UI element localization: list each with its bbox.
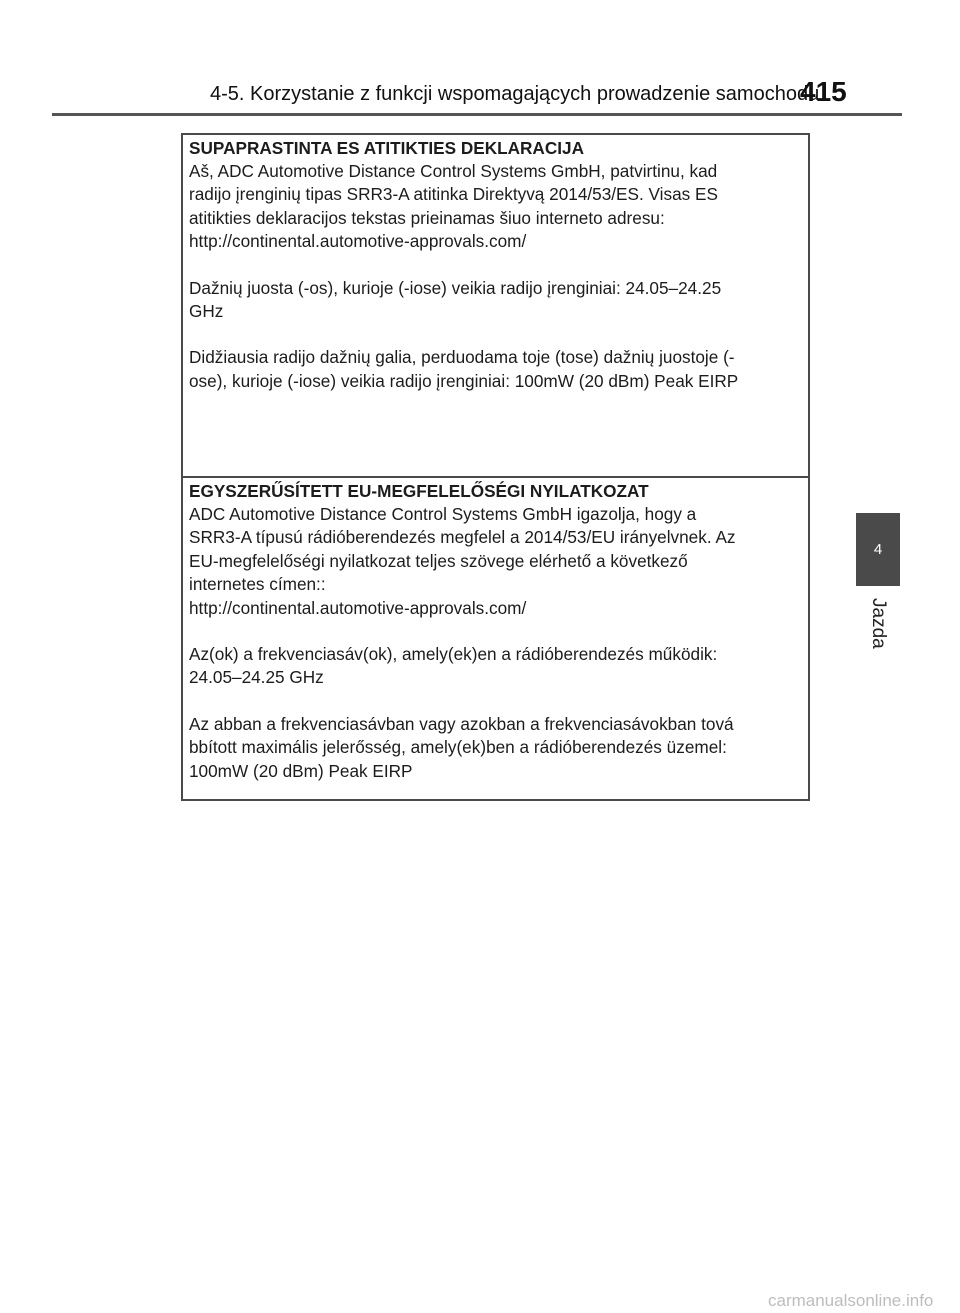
text-line: EU-megfelelőségi nyilatkozat teljes szövege elérhető a következő bbox=[189, 550, 688, 571]
hu-paragraph bbox=[189, 713, 802, 783]
text-line: Az abban a frekvenciasávban vagy azokban a frekvenciasávokban tová bbox=[189, 713, 734, 734]
footer-watermark: carmanualsonline.info bbox=[768, 1291, 934, 1310]
chapter-number: 4 bbox=[873, 541, 883, 558]
lt-paragraph bbox=[189, 346, 802, 393]
lt-paragraph bbox=[189, 277, 802, 324]
text-line: 100mW (20 dBm) Peak EIRP bbox=[189, 760, 413, 781]
hu-declaration-title: EGYSZERŰSÍTETT EU-MEGFELELŐSÉGI NYILATKOZAT bbox=[189, 481, 649, 501]
chapter-label-text: Jazda bbox=[868, 598, 889, 649]
chapter-label bbox=[863, 598, 893, 648]
hu-declaration-box bbox=[181, 476, 810, 801]
lt-declaration-box bbox=[181, 133, 810, 478]
text-line: atitikties deklaracijos tekstas prieinamas šiuo interneto adresu: bbox=[189, 207, 665, 228]
hu-paragraph bbox=[189, 503, 802, 620]
text-line: Didžiausia radijo dažnių galia, perduodama toje (tose) dažnių juostoje (- bbox=[189, 347, 735, 368]
text-line: Aš, ADC Automotive Distance Control Systems GmbH, patvirtinu, kad bbox=[189, 161, 718, 181]
text-line: bbított maximális jelerősség, amely(ek)ben a rádióberendezés üzemel: bbox=[189, 737, 727, 758]
text-line: internetes címen:: bbox=[189, 574, 326, 595]
text-line: ose), kurioje (-iose) veikia radijo įrenginiai: 100mW (20 dBm) Peak EIRP bbox=[189, 370, 739, 391]
text-line: SRR3-A típusú rádióberendezés megfelel a 2014/53/EU irányelvnek. Az bbox=[189, 527, 736, 548]
text-line: GHz bbox=[189, 301, 224, 322]
chapter-tab[interactable] bbox=[856, 513, 900, 586]
lt-paragraph bbox=[189, 160, 802, 254]
text-line: ADC Automotive Distance Control Systems GmbH igazolja, hogy a bbox=[189, 504, 697, 524]
text-line: radijo įrenginių tipas SRR3-A atitinka Direktyvą 2014/53/ES. Visas ES bbox=[189, 184, 718, 205]
text-line-url: http://continental.automotive-approvals.com/ bbox=[189, 231, 527, 252]
text-line: Dažnių juosta (-os), kurioje (-iose) veikia radijo įrenginiai: 24.05–24.25 bbox=[189, 277, 722, 298]
lt-declaration-title: SUPAPRASTINTA ES ATITIKTIES DEKLARACIJA bbox=[189, 138, 585, 158]
hu-paragraph bbox=[189, 643, 802, 690]
text-line: 24.05–24.25 GHz bbox=[189, 667, 324, 688]
text-line: Az(ok) a frekvenciasáv(ok), amely(ek)en a rádióberendezés működik: bbox=[189, 644, 718, 665]
text-line-url: http://continental.automotive-approvals.com/ bbox=[189, 597, 527, 618]
page-number: 415 bbox=[800, 76, 847, 107]
header-title: 4-5. Korzystanie z funkcji wspomagających prowadzenie samochodu bbox=[210, 83, 820, 105]
header-divider bbox=[52, 113, 902, 116]
